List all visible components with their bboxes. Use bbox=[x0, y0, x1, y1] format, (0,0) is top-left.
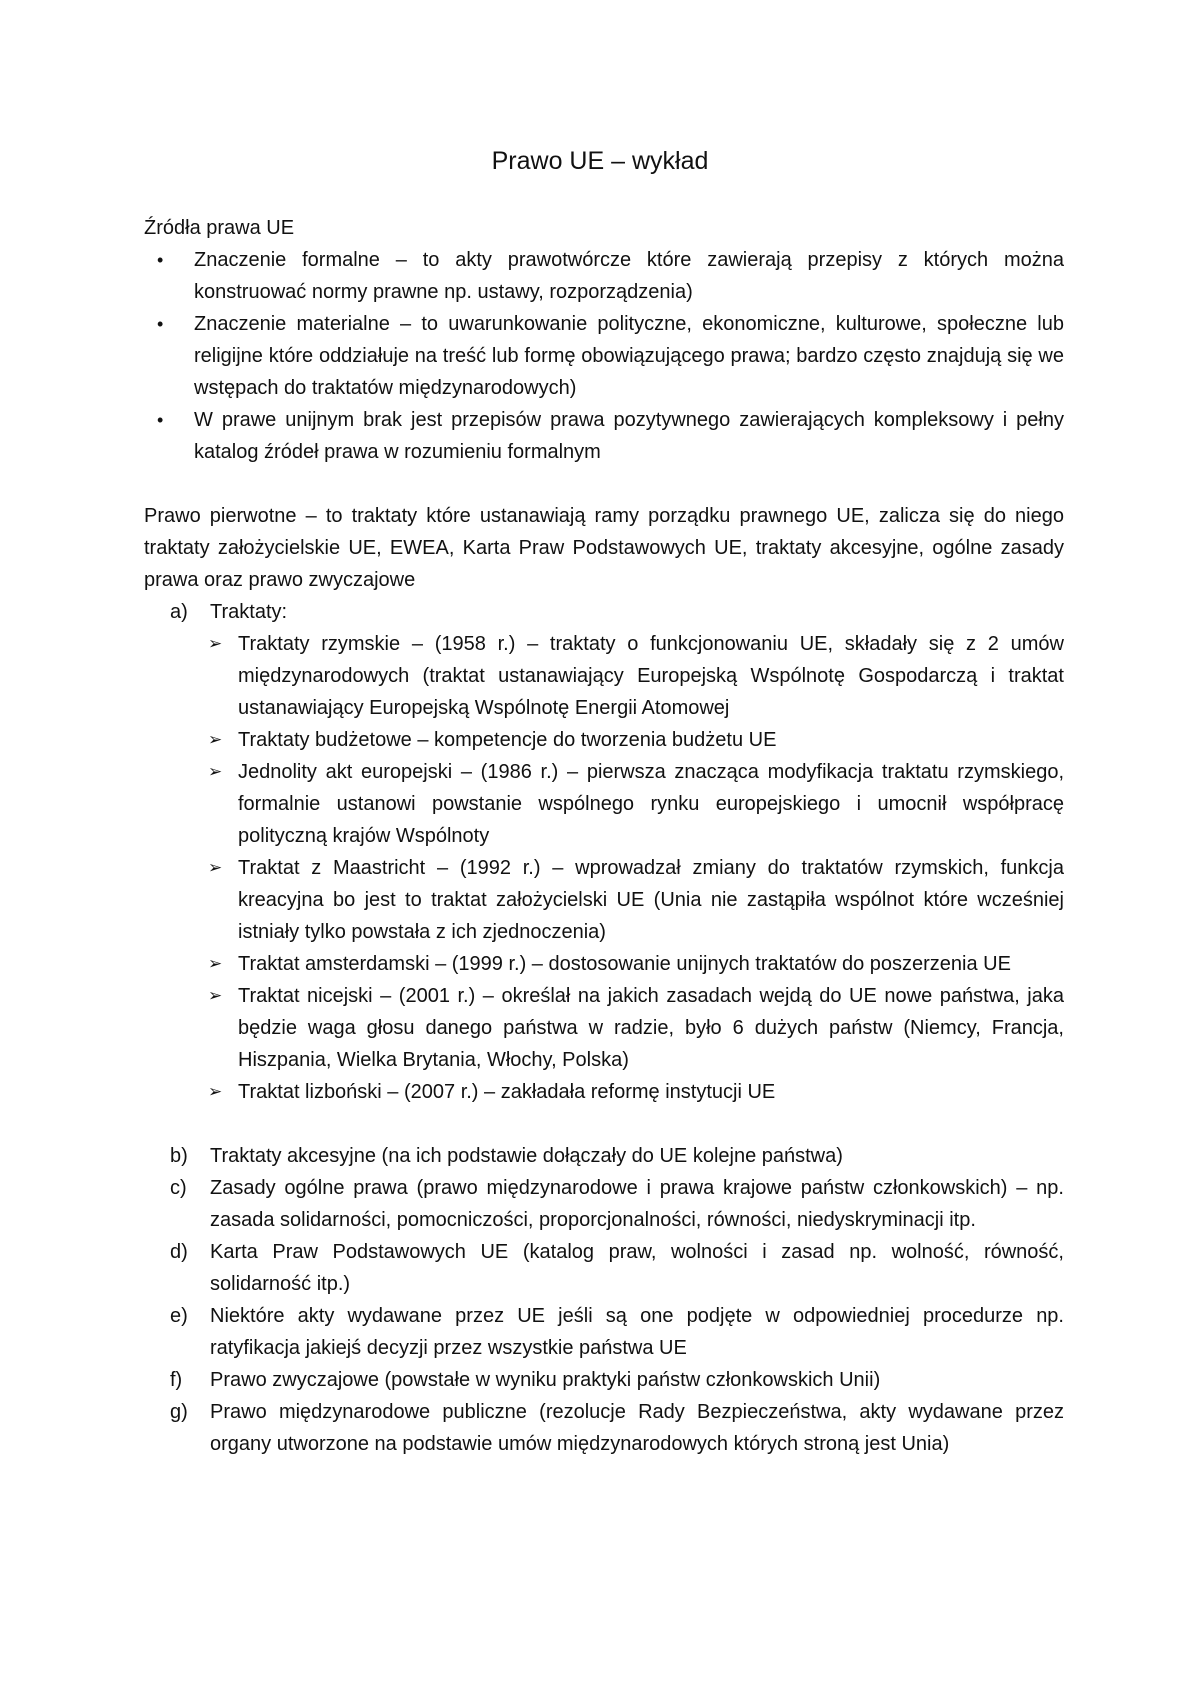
bullet-icon: • bbox=[157, 250, 164, 270]
document-title: Prawo UE – wykład bbox=[491, 147, 709, 175]
list-item-text: Zasady ogólne prawa (prawo międzynarodowe i prawa krajowe państw członkowskich) – np. zasada solidarności, pomocniczości, proporcjonalności, równości, niedyskryminacji itp. bbox=[210, 1177, 1064, 1231]
list-item-text: Traktat lizboński – (2007 r.) – zakładała reformę instytucji UE bbox=[238, 1081, 776, 1103]
list-marker: a) bbox=[170, 601, 188, 623]
list-item-text: Prawo zwyczajowe (powstałe w wyniku praktyki państw członkowskich Unii) bbox=[210, 1369, 881, 1391]
list-item bbox=[144, 1300, 1064, 1364]
list-item bbox=[188, 724, 1064, 756]
spacer bbox=[144, 468, 1064, 500]
list-item bbox=[188, 852, 1064, 948]
arrow-bullet-icon: ➢ bbox=[208, 986, 223, 1005]
arrow-bullet-icon: ➢ bbox=[208, 858, 223, 877]
list-item bbox=[144, 308, 1064, 404]
list-item bbox=[144, 244, 1064, 308]
list-item bbox=[188, 756, 1064, 852]
list-item-text: Traktat z Maastricht – (1992 r.) – wprowadzał zmiany do traktatów rzymskich, funkcja kreacyjna bo jest to traktat założycielski UE (Unia nie zastąpiła wspólnot które wcześniej istniały tylko powstała z ich zjednoczenia) bbox=[238, 857, 1064, 943]
list-item-text: Traktaty budżetowe – kompetencje do tworzenia budżetu UE bbox=[238, 729, 777, 751]
list-item bbox=[144, 1364, 1064, 1396]
list-item bbox=[144, 404, 1064, 468]
document-body bbox=[144, 212, 1064, 1460]
list-item-text: W prawe unijnym brak jest przepisów prawa pozytywnego zawierających kompleksowy i pełny katalog źródeł prawa w rozumieniu formalnym bbox=[194, 409, 1064, 463]
primary-law-intro: Prawo pierwotne – to traktaty które ustanawiają ramy porządku prawnego UE, zalicza się do niego traktaty założycielskie UE, EWEA, Karta Praw Podstawowych UE, traktaty akcesyjne, ogólne zasady prawa oraz prawo zwyczajowe bbox=[144, 505, 1064, 591]
list-marker: g) bbox=[170, 1401, 188, 1423]
arrow-bullet-icon: ➢ bbox=[208, 730, 223, 749]
bullet-icon: • bbox=[157, 410, 164, 430]
list-item-text: Niektóre akty wydawane przez UE jeśli są one podjęte w odpowiedniej procedurze np. ratyfikacja jakiejś decyzji przez wszystkie państwa UE bbox=[210, 1305, 1064, 1359]
treaties-list bbox=[188, 628, 1064, 1108]
list-item-text: Znaczenie formalne – to akty prawotwórcze które zawierają przepisy z których można konstruować normy prawne np. ustawy, rozporządzenia) bbox=[194, 249, 1064, 303]
list-item bbox=[144, 596, 1064, 628]
list-item-text: Jednolity akt europejski – (1986 r.) – pierwsza znacząca modyfikacja traktatu rzymskiego, formalnie ustanowi powstanie wspólnego rynku europejskiego i umocnił współpracę polityczną krajów Wspólnoty bbox=[238, 761, 1064, 847]
primary-law-list bbox=[144, 596, 1064, 628]
list-item bbox=[188, 948, 1064, 980]
spacer bbox=[144, 1108, 1064, 1140]
arrow-bullet-icon: ➢ bbox=[208, 954, 223, 973]
list-item-text: Znaczenie materialne – to uwarunkowanie polityczne, ekonomiczne, kulturowe, społeczne lub religijne które oddziałuje na treść lub formę obowiązującego prawa; bardzo często znajdują się we wstępach do traktatów międzynarodowych) bbox=[194, 313, 1064, 399]
list-item bbox=[144, 1236, 1064, 1300]
arrow-bullet-icon: ➢ bbox=[208, 762, 223, 781]
list-item-text: Prawo międzynarodowe publiczne (rezolucje Rady Bezpieczeństwa, akty wydawane przez organy utworzone na podstawie umów międzynarodowych których stroną jest Unia) bbox=[210, 1401, 1064, 1455]
list-item bbox=[144, 1172, 1064, 1236]
list-item-text: Karta Praw Podstawowych UE (katalog praw, wolności i zasad np. wolność, równość, solidarność itp.) bbox=[210, 1241, 1064, 1295]
primary-law-list-continued bbox=[144, 1140, 1064, 1460]
list-marker: f) bbox=[170, 1369, 183, 1391]
list-item-text: Traktaty akcesyjne (na ich podstawie dołączały do UE kolejne państwa) bbox=[210, 1145, 843, 1167]
list-marker: c) bbox=[170, 1177, 187, 1199]
list-marker: e) bbox=[170, 1305, 188, 1327]
list-item bbox=[144, 1140, 1064, 1172]
arrow-bullet-icon: ➢ bbox=[208, 634, 223, 653]
list-item bbox=[144, 1396, 1064, 1460]
bullet-icon: • bbox=[157, 314, 164, 334]
arrow-bullet-icon: ➢ bbox=[208, 1082, 223, 1101]
list-item bbox=[188, 1076, 1064, 1108]
list-item-text: Traktaty: bbox=[210, 601, 288, 623]
list-item-text: Traktaty rzymskie – (1958 r.) – traktaty o funkcjonowaniu UE, składały się z 2 umów międzynarodowych (traktat ustanawiający Europejską Wspólnotę Gospodarczą i traktat ustanawiający Europejską Wspólnotę Energii Atomowej bbox=[238, 633, 1064, 719]
sources-heading: Źródła prawa UE bbox=[144, 217, 295, 239]
list-item-text: Traktat nicejski – (2001 r.) – określał na jakich zasadach wejdą do UE nowe państwa, jaka będzie waga głosu danego państwa w radzie, było 6 dużych państw (Niemcy, Francja, Hiszpania, Wielka Brytania, Włochy, Polska) bbox=[238, 985, 1064, 1071]
list-item bbox=[188, 628, 1064, 724]
list-marker: d) bbox=[170, 1241, 188, 1263]
list-item-text: Traktat amsterdamski – (1999 r.) – dostosowanie unijnych traktatów do poszerzenia UE bbox=[238, 953, 1011, 975]
list-marker: b) bbox=[170, 1145, 188, 1167]
list-item bbox=[188, 980, 1064, 1076]
sources-bullet-list bbox=[144, 244, 1064, 468]
